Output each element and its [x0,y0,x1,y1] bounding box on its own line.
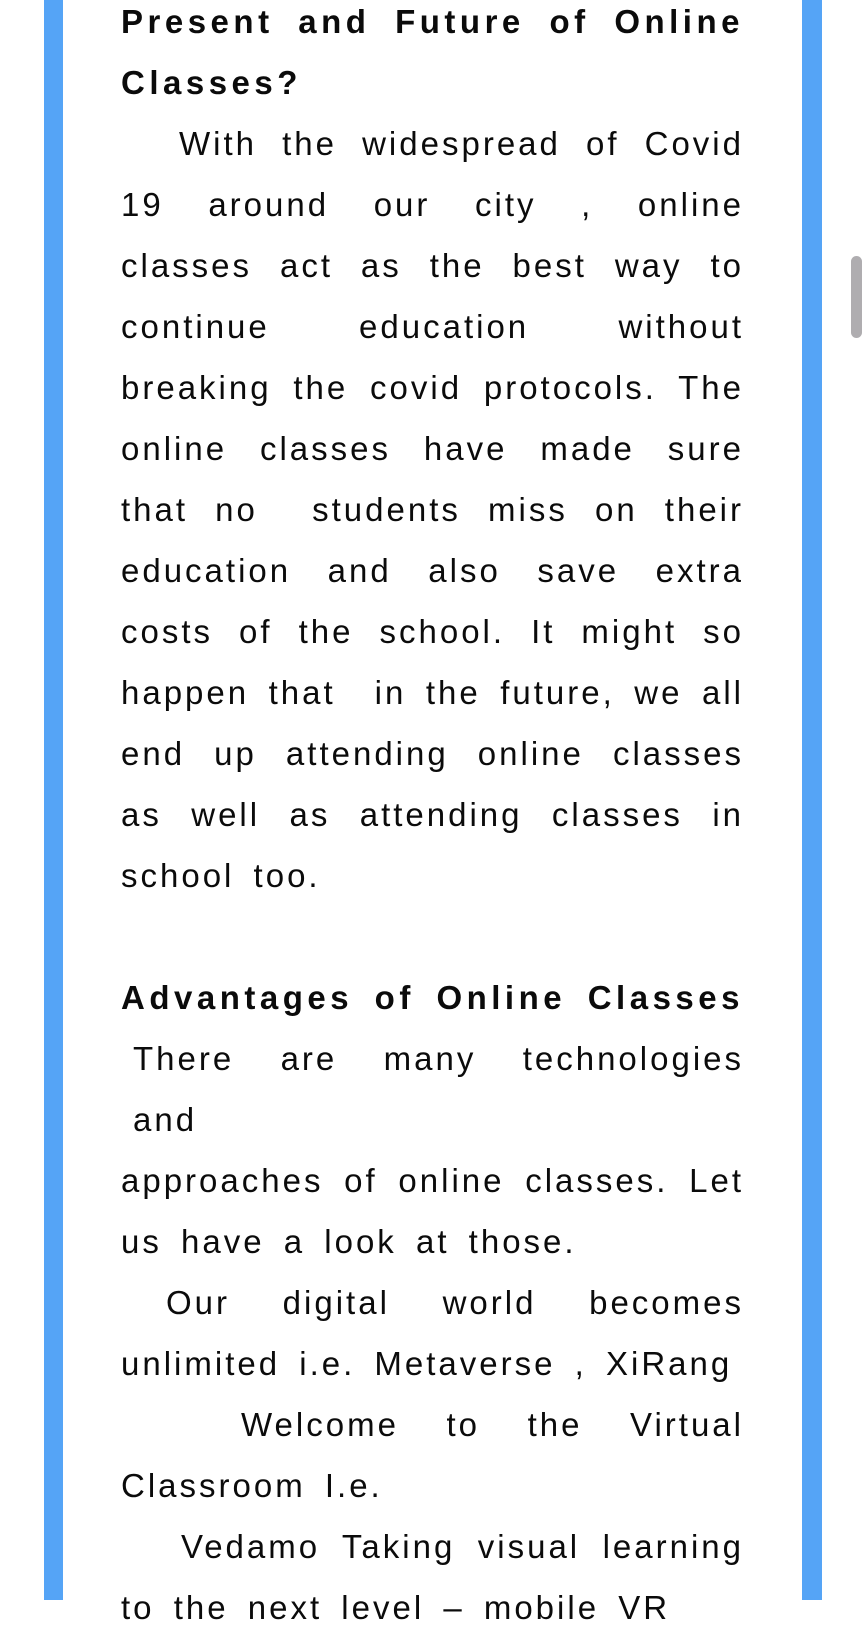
text-line: school too. [121,857,321,894]
scrollbar-thumb[interactable] [851,256,862,338]
text-line: online classes have made sure [121,430,744,467]
text-line: education and also save extra [121,552,744,589]
text-line: Welcome to the Virtual [241,1406,744,1443]
text-line: costs of the school. It might so [121,613,744,650]
page-left-border [44,0,63,1600]
text-line: us have a look at those. [121,1223,577,1260]
document-page [63,0,802,1638]
text-line: happen that in the future, we all [121,674,744,711]
text-line: unlimited i.e. Metaverse , XiRang [121,1345,733,1382]
text-line: Vedamo Taking visual learning [181,1528,744,1565]
text-line: that no students miss on their [121,491,744,528]
text-line: Classroom I.e. [121,1467,383,1504]
heading-line: Classes? [121,64,302,101]
page-right-border [802,0,822,1600]
text-line: breaking the covid protocols. The [121,369,744,406]
text-line: There are many technologies and [133,1040,744,1138]
text-line: approaches of online classes. Let [121,1162,744,1199]
text-line: 19 around our city , online [121,186,744,223]
text-line: Our digital world becomes [166,1284,744,1321]
text-line: as well as attending classes in [121,796,744,833]
heading-line: Advantages of Online Classes [121,979,744,1016]
text-line: to the next level – mobile VR [121,1589,671,1626]
text-line: end up attending online classes [121,735,744,772]
text-line: continue education without [121,308,744,345]
heading-line: Present and Future of Online [121,3,744,40]
text-line: classes act as the best way to [121,247,744,284]
text-line: With the widespread of Covid [179,125,744,162]
blank-line [121,906,744,967]
